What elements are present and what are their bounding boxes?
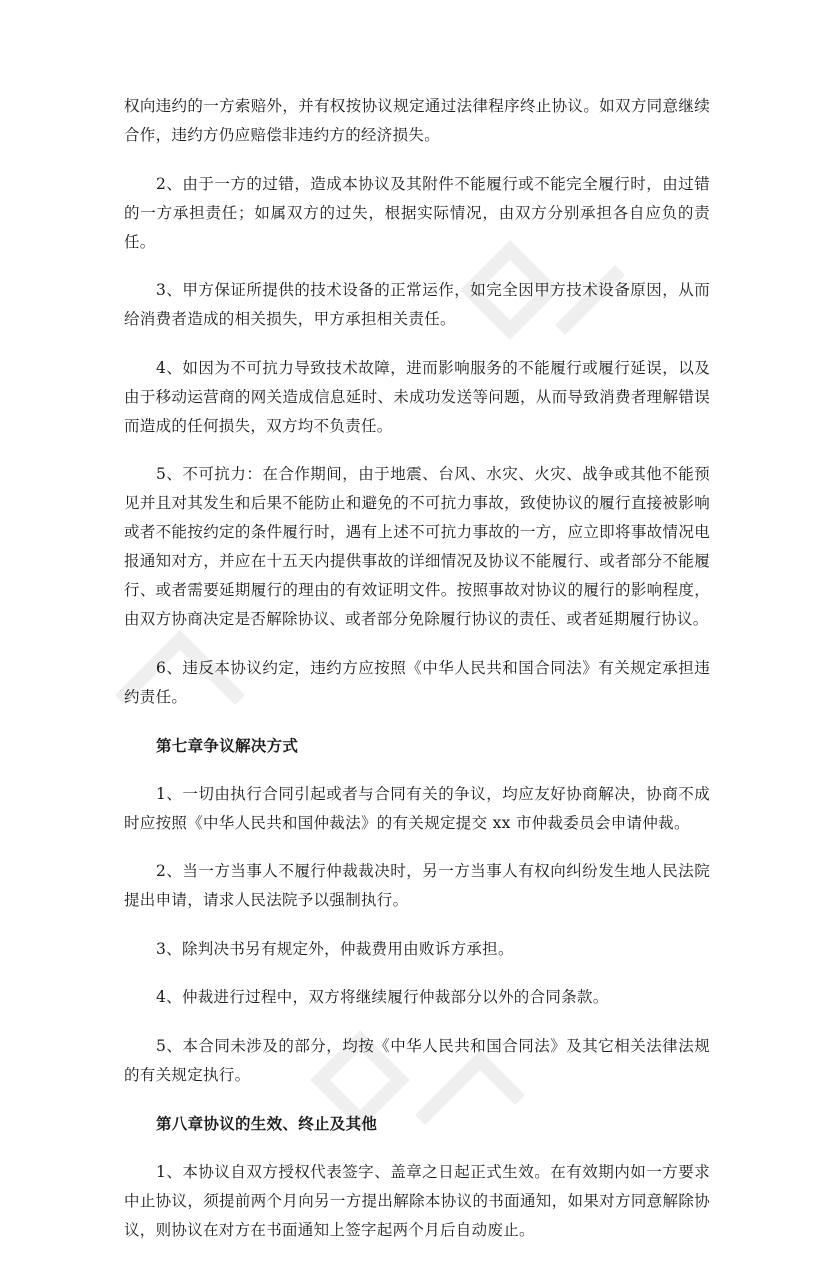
paragraph-clause-4: 4、如因为不可抗力导致技术故障，进而影响服务的不能履行或履行延误，以及由于移动运营商的网关造成信息延时、未成功发送等问题，从而导致消费者理解错误而造成的任何损失，双方均不负责任。 [124,358,710,435]
chapter-7-heading: 第七章争议解决方式 [156,736,299,755]
paragraph-ch7-clause-4: 4、仲裁进行过程中，双方将继续履行仲裁部分以外的合同条款。 [156,988,609,1006]
paragraph-ch7-clause-1: 1、一切由执行合同引起或者与合同有关的争议，均应友好协商解决，协商不成时应按照《中华人民共和国仲裁法》的有关规定提交 xx 市仲裁委员会申请仲裁。 [124,784,710,832]
paragraph-clause-6: 6、违反本协议约定，违约方应按照《中华人民共和国合同法》有关规定承担违约责任。 [124,658,710,706]
paragraph-continuation: 权向违约的一方索赔外，并有权按协议规定通过法律程序终止协议。如双方同意继续合作，违约方仍应赔偿非违约方的经济损失。 [124,97,710,144]
paragraph-ch7-clause-3: 3、除判决书另有规定外，仲裁费用由败诉方承担。 [156,939,514,958]
document-body [124,92,710,1264]
paragraph-clause-5: 5、不可抗力：在合作期间，由于地震、台风、水灾、火灾、战争或其他不能预见并且对其发生和后果不能防止和避免的不可抗力事故，致使协议的履行直接被影响或者不能按约定的条件履行时，遇有上述不可抗力事故的一方，应立即将事故情况电报通知对方，并应在十五天内提供事故的详细情况及协议不能履行、或者部分不能履行、或者需要延期履行的理由的有效证明文件。按照事故对协议的履行的影响程度，由双方协商决定是否解除协议、或者部分免除履行协议的责任、或者延期履行协议。 [124,465,710,628]
paragraph-ch7-clause-5: 5、本合同未涉及的部分，均按《中华人民共和国合同法》及其它相关法律法规的有关规定执行。 [124,1036,710,1084]
chapter-8-heading: 第八章协议的生效、终止及其他 [156,1114,378,1133]
paragraph-ch8-clause-1: 1、本协议自双方授权代表签字、盖章之日起正式生效。在有效期内如一方要求中止协议，须提前两个月向另一方提出解除本协议的书面通知，如果对方同意解除协议，则协议在对方在书面通知上签字起两个月后自动废止。 [124,1162,710,1239]
paragraph-clause-3: 3、甲方保证所提供的技术设备的正常运作，如完全因甲方技术设备原因，从而给消费者造成的相关损失，甲方承担相关责任。 [124,281,710,328]
paragraph-clause-2: 2、由于一方的过错，造成本协议及其附件不能履行或不能完全履行时，由过错的一方承担责任；如属双方的过失，根据实际情况，由双方分别承担各自应负的责任。 [124,174,710,251]
paragraph-ch7-clause-2: 2、当一方当事人不履行仲裁裁决时，另一方当事人有权向纠纷发生地人民法院提出申请，请求人民法院予以强制执行。 [124,862,710,909]
